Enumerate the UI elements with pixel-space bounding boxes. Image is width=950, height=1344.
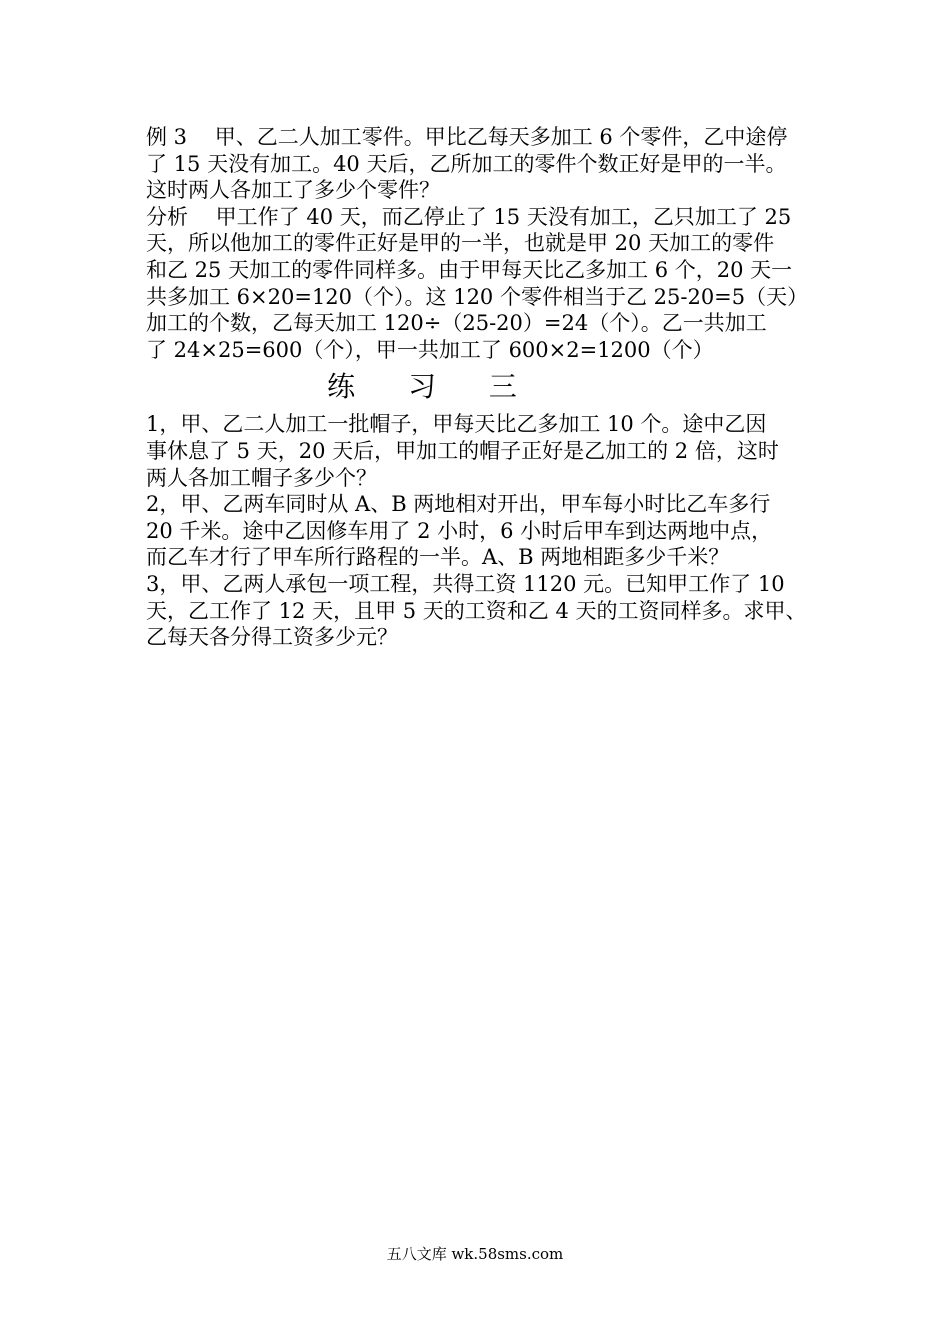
analysis-line-3: 和乙 25 天加工的零件同样多。由于甲每天比乙多加工 6 个，20 天一 <box>146 257 793 282</box>
exercise-line-6: 而乙车才行了甲车所行路程的一半。A、B 两地相距多少千米？ <box>146 545 730 570</box>
analysis-line-1: 分析 甲工作了 40 天，而乙停止了 15 天没有加工，乙只加工了 25 <box>146 204 792 229</box>
analysis-line-5: 加工的个数，乙每天加工 120÷（25-20）=24（个）。乙一共加工 <box>146 311 767 336</box>
exercise-line-1: 1，甲、乙二人加工一批帽子，甲每天比乙多加工 10 个。途中乙因 <box>146 412 767 437</box>
example-line-3: 这时两人各加工了多少个零件？ <box>146 178 440 203</box>
example-line-2: 了 15 天没有加工。40 天后，乙所加工的零件个数正好是甲的一半。 <box>146 151 787 176</box>
analysis-line-6: 了 24×25=600（个），甲一共加工了 600×2=1200（个） <box>146 337 714 362</box>
analysis-line-2: 天，所以他加工的零件正好是甲的一半，也就是甲 20 天加工的零件 <box>146 231 775 256</box>
exercise-line-3: 两人各加工帽子多少个？ <box>146 465 377 490</box>
document-body <box>146 124 836 651</box>
exercise-title: 练 习 三 <box>327 370 539 404</box>
page-footer: 五八文库 wk.58sms.com <box>386 1245 564 1263</box>
exercise-section <box>146 411 836 650</box>
exercise-line-8: 天，乙工作了 12 天，且甲 5 天的工资和乙 4 天的工资同样多。求甲、 <box>146 598 807 623</box>
exercise-line-4: 2，甲、乙两车同时从 A、B 两地相对开出，甲车每小时比乙车多行 <box>146 492 771 517</box>
example-section <box>146 124 836 363</box>
analysis-line-4: 共多加工 6×20=120（个）。这 120 个零件相当于乙 25-20=5（天） <box>146 284 809 309</box>
exercise-line-7: 3，甲、乙两人承包一项工程，共得工资 1120 元。已知甲工作了 10 <box>146 571 785 596</box>
exercise-line-9: 乙每天各分得工资多少元？ <box>146 625 398 650</box>
exercise-line-5: 20 千米。途中乙因修车用了 2 小时，6 小时后甲车到达两地中点， <box>146 518 773 543</box>
example-line-1: 例 3 甲、乙二人加工零件。甲比乙每天多加工 6 个零件，乙中途停 <box>146 125 788 149</box>
exercise-line-2: 事休息了 5 天，20 天后，甲加工的帽子正好是乙加工的 2 倍，这时 <box>146 438 779 463</box>
